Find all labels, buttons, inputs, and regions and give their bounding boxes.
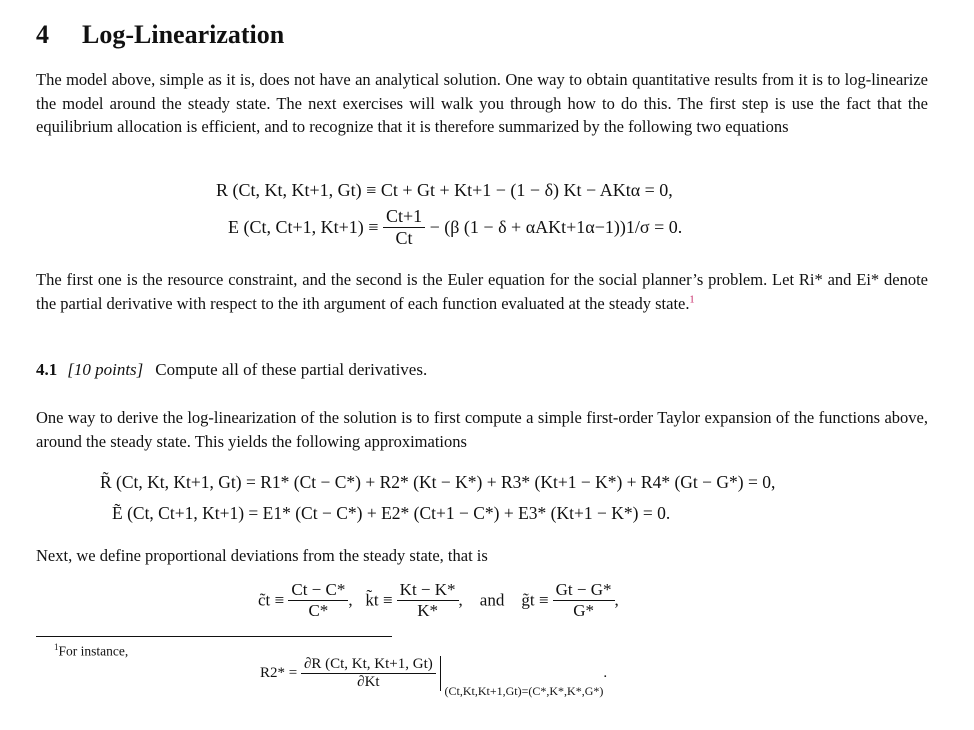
fn-eq-eval: (Ct,Kt,Kt+1,Gt)=(C*,K*,K*,G*): [444, 683, 604, 698]
fn-eq-fraction: [301, 656, 441, 691]
dev-c-lhs: c̃t ≡: [258, 590, 285, 610]
dev-g-lhs: g̃t ≡: [521, 590, 549, 610]
fn-eq-lhs: R2* =: [260, 665, 298, 681]
dev-k-lhs: k̃t ≡: [365, 590, 393, 610]
fn-eq-den: ∂Kt: [357, 674, 380, 690]
footnote-equation: R2* = $\frac{\partial R (Ct, Kt, Kt+1, Gt)}{\partial Kt}$ $_{(Ct,Kt,Kt+1,Gt)=(C*,K*,K*,G*)}$.: [260, 656, 608, 698]
dev-k-num: Kt − K*: [397, 580, 459, 601]
dev-g-fraction: [553, 580, 615, 621]
taylor-e: Ẽ (Ct, Ct+1, Kt+1) = E1* (Ct − C*) + E2* (Ct+1 − C*) + E3* (Kt+1 − K*) = 0.: [112, 503, 671, 523]
equation-resource: [216, 180, 673, 201]
section-heading: [36, 20, 284, 50]
dev-k-fraction: [397, 580, 459, 621]
dev-and: and: [479, 590, 505, 610]
section-number: 4: [36, 20, 49, 49]
dev-k-den: K*: [417, 601, 438, 620]
dev-g-den: G*: [573, 601, 594, 620]
eq-e-fraction: [383, 206, 425, 249]
footnote-intro: For instance,: [58, 643, 129, 659]
paragraph-4: Next, we define proportional deviations from the steady state, that is: [36, 546, 488, 565]
footnote-text: [54, 642, 128, 660]
dev-c-fraction: [288, 580, 348, 621]
intro-paragraph: The model above, simple as it is, does not have an analytical solution. One way to obtain quantitative results from it is to log-linearize the model around the steady state. The next exercises will walk you through how to do this. The first step is use the fact that the equilibrium allocation is efficient, and to recognize that it is therefore summarized by the following two equations: [36, 70, 928, 136]
footnote-marker[interactable]: 1: [689, 294, 695, 305]
eq-e-num: Ct+1: [383, 206, 425, 228]
eq-e-den: Ct: [395, 228, 413, 248]
paragraph-2-text: The first one is the resource constraint, and the second is the Euler equation for the social planner’s problem. Let Ri* and Ei* denote the partial derivative with respect to the ith argument of each function evaluated at the steady state.: [36, 270, 928, 313]
dev-g-num: Gt − G*: [553, 580, 615, 601]
eq-e-lhs: E (Ct, Ct+1, Kt+1) ≡: [228, 217, 379, 237]
footnote-number: 1: [54, 642, 59, 652]
subsection-number: 4.1: [36, 360, 58, 379]
dev-c-den: C*: [308, 601, 329, 620]
subsection-points: [10 points]: [67, 360, 144, 379]
subsection-4-1: [36, 360, 427, 380]
taylor-r: R̃ (Ct, Kt, Kt+1, Gt) = R1* (Ct − C*) + R2* (Kt − K*) + R3* (Kt+1 − K*) + R4* (Gt − G*) = 0,: [100, 472, 776, 492]
section-title: Log-Linearization: [82, 20, 285, 49]
paragraph-3: One way to derive the log-linearization of the solution is to first compute a simple first-order Taylor expansion of the functions above, around the steady state. This yields the following approximations: [36, 408, 928, 451]
deviation-definitions: c̃t ≡ $\frac{Ct - C*}{C*}$ , k̃t ≡ $\frac{Kt - K*}{K*}$ , and g̃t ≡ $\frac{Gt - G*}{G*}$ ,: [258, 580, 619, 620]
fn-eq-num: ∂R (Ct, Kt, Kt+1, Gt): [301, 656, 436, 674]
eq-r-lhs: R (Ct, Kt, Kt+1, Gt) ≡: [216, 180, 377, 200]
eq-e-rhs: − (β (1 − δ + αAKt+1α−1))1/σ = 0.: [429, 217, 683, 237]
dev-c-num: Ct − C*: [288, 580, 348, 601]
eq-r-rhs: Ct + Gt + Kt+1 − (1 − δ) Kt − AKtα = 0,: [380, 180, 673, 200]
paragraph-2: [36, 268, 928, 315]
footnote-rule: [36, 636, 392, 637]
equation-euler: [228, 206, 682, 249]
subsection-text: Compute all of these partial derivatives.: [155, 360, 428, 379]
